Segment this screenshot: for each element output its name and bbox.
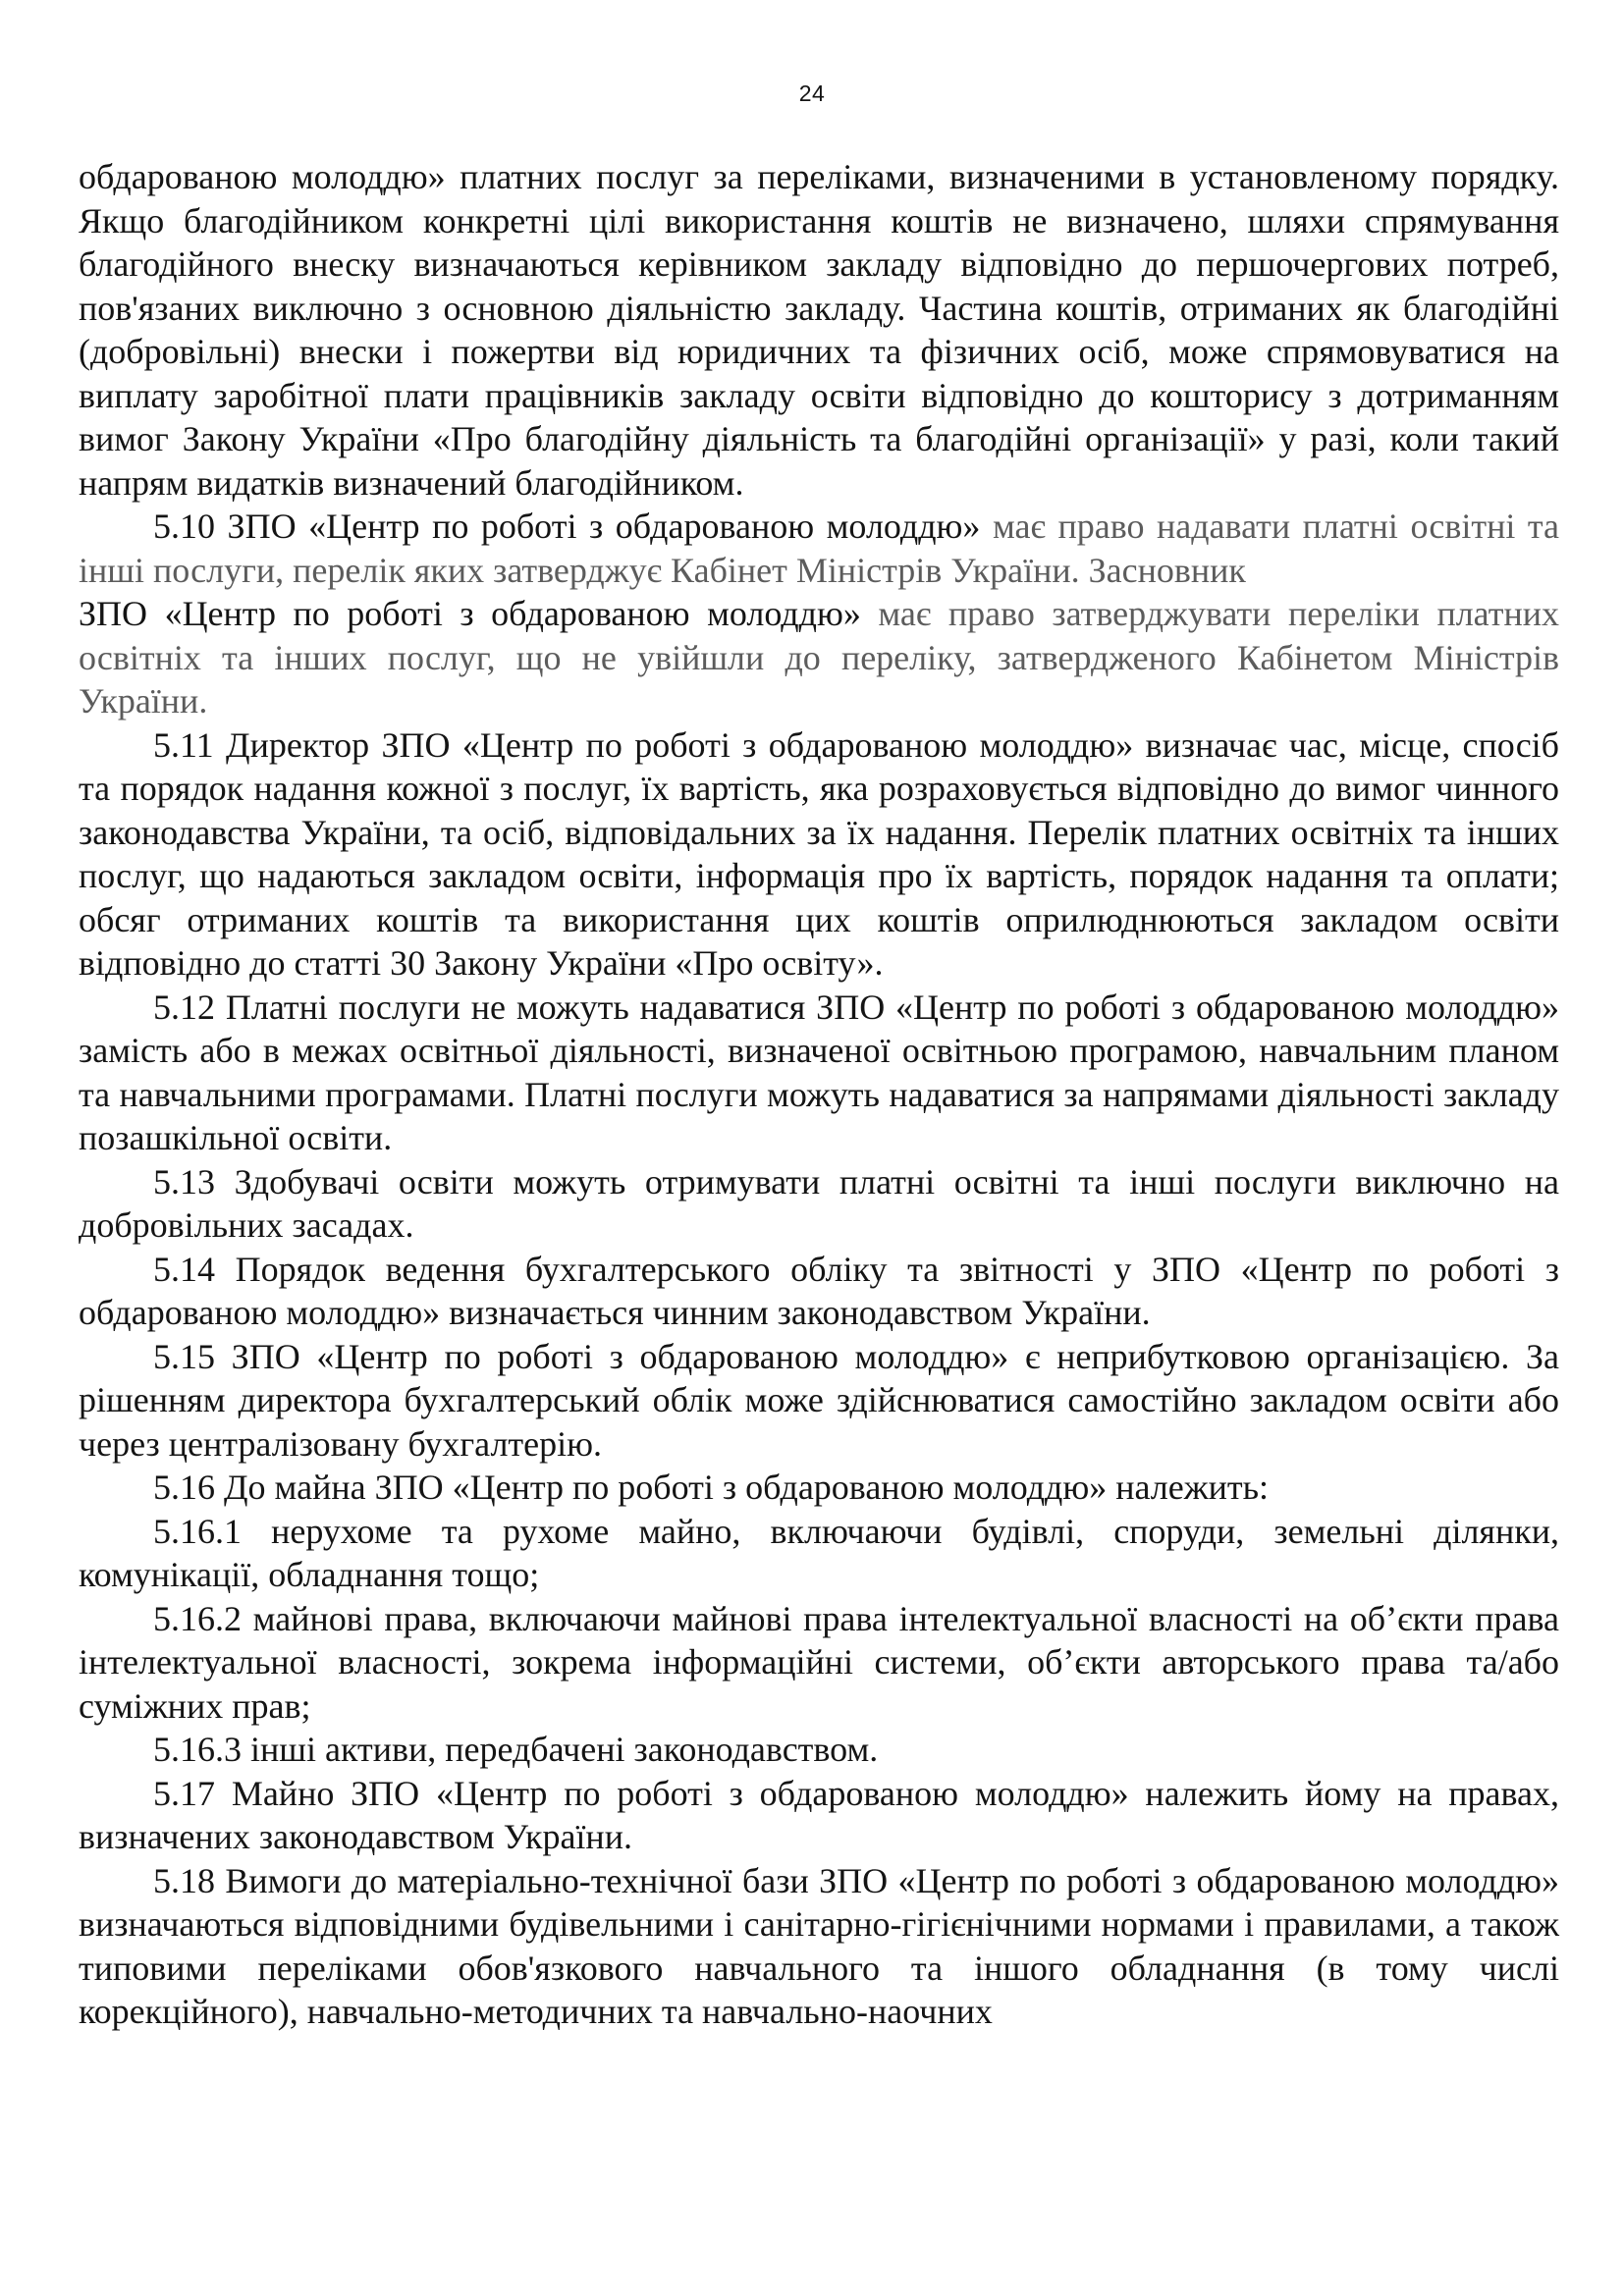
paragraph-5-11 — [79, 723, 1559, 986]
paragraph-text: Майно ЗПО «Центр по роботі з обдарованою молоддю» належить йому на правах, визначених законодавством України. — [79, 1773, 1560, 1856]
paragraph-text: Порядок ведення бухгалтерського обліку та звітності у ЗПО «Центр по роботі з обдарованою молоддю» визначається чинним законодавством України. — [79, 1249, 1559, 1332]
paragraph-5-18 — [79, 1859, 1559, 2034]
paragraph-5-16-3 — [79, 1728, 1559, 1772]
paragraph-number: 5.17 — [153, 1773, 215, 1813]
paragraph-5-16 — [79, 1466, 1559, 1510]
paragraph-text: майнові права, включаючи майнові права інтелектуальної власності на об’єкти права інтелектуальної власності, зокрема інформаційні системи, об’єкти авторського права та/або суміжних прав; — [79, 1598, 1559, 1726]
document-body — [79, 155, 1559, 2034]
paragraph-number: 5.14 — [153, 1249, 215, 1289]
paragraph-lead-2: ЗПО «Центр по роботі з обдарованою молоддю» — [79, 594, 861, 633]
paragraph-text: Здобувачі освіти можуть отримувати платні освітні та інші послуги виключно на добровільних засадах. — [79, 1161, 1559, 1245]
paragraph-continuation — [79, 155, 1559, 505]
paragraph-text-2: має право затверджувати переліки платних освітніх та інших послуг, що не увійшли до переліку, затвердженого Кабінетом Міністрів України. — [79, 594, 1559, 721]
paragraph-text: Платні послуги не можуть надаватися ЗПО «Центр по роботі з обдарованою молоддю» замість або в межах освітньої діяльності, визначеної освітньою програмою, навчальним планом та навчальними програмами. Платні послуги можуть надаватися за напрямами діяльності закладу позашкільної освіти. — [79, 987, 1560, 1157]
paragraph-5-15 — [79, 1335, 1559, 1467]
paragraph-number: 5.10 — [153, 507, 215, 546]
paragraph-5-16-2 — [79, 1597, 1559, 1729]
paragraph-number: 5.12 — [153, 987, 215, 1027]
paragraph-5-17 — [79, 1772, 1559, 1859]
paragraph-number: 5.18 — [153, 1860, 215, 1900]
paragraph-text: ЗПО «Центр по роботі з обдарованою молоддю» є неприбутковою організацією. За рішенням директора бухгалтерський облік може здійснюватися самостійно закладом освіти або через централізовану бухгалтерію. — [79, 1336, 1560, 1464]
paragraph-text: інші активи, передбачені законодавством. — [250, 1730, 879, 1769]
paragraph-5-10 — [79, 505, 1559, 723]
paragraph-text: має право надавати платні освітні та інші послуги, перелік яких затверджує Кабінет Міністрів України. Засновник — [79, 507, 1560, 590]
paragraph-text: Директор ЗПО «Центр по роботі з обдарованою молоддю» визначає час, місце, спосіб та порядок надання кожної з послуг, їх вартість, яка розраховується відповідно до вимог чинного законодавства України, та осіб, відповідальних за їх надання. Перелік платних освітніх та інших послуг, що надаються закладом освіти, інформація про їх вартість, порядок надання та оплати; обсяг отриманих коштів та використання цих коштів оприлюднюються закладом освіти відповідно до статті 30 Закону України «Про освіту». — [79, 724, 1559, 983]
paragraph-lead: ЗПО «Центр по роботі з обдарованою молоддю» — [227, 507, 981, 546]
paragraph-5-16-1 — [79, 1510, 1559, 1597]
paragraph-number: 5.16.3 — [153, 1730, 242, 1769]
paragraph-text: Вимоги до матеріально-технічної бази ЗПО «Центр по роботі з обдарованою молоддю» визначаються відповідними будівельними і санітарно-гігієнічними нормами і правилами, а також типовими переліками обов'язкового навчального та іншого обладнання (в тому числі корекційного), навчально-методичних та навчально-наочних — [79, 1860, 1560, 2031]
paragraph-5-14 — [79, 1248, 1559, 1335]
paragraph-number: 5.11 — [153, 724, 214, 765]
paragraph-number: 5.13 — [153, 1161, 215, 1201]
paragraph-number: 5.15 — [153, 1336, 215, 1376]
paragraph-number: 5.16.1 — [153, 1511, 242, 1551]
page-number: 24 — [798, 80, 826, 106]
paragraph-text: обдарованою молоддю» платних послуг за переліками, визначеними в установленому порядку. Якщо благодійником конкретні цілі використання коштів не визначено, шляхи спрямування благодійного внеску визначаються керівником закладу відповідно до першочергових потреб, пов'язаних виключно з основною діяльністю закладу. Частина коштів, отриманих як благодійні (добровільні) внески і пожертви від юридичних та фізичних осіб, може спрямовуватися на виплату заробітної плати працівників закладу освіти відповідно до кошторису з дотриманням вимог Закону України «Про благодійну діяльність та благодійні організації» у разі, коли такий напрям видатків визначений благодійником. — [79, 157, 1559, 503]
paragraph-number: 5.16 — [153, 1468, 215, 1507]
paragraph-text: До майна ЗПО «Центр по роботі з обдарованою молоддю» належить: — [224, 1468, 1270, 1507]
paragraph-5-12 — [79, 986, 1559, 1160]
paragraph-5-13 — [79, 1160, 1559, 1248]
paragraph-text: нерухоме та рухоме майно, включаючи будівлі, споруди, земельні ділянки, комунікації, обладнання тощо; — [79, 1511, 1559, 1594]
paragraph-number: 5.16.2 — [153, 1598, 242, 1638]
